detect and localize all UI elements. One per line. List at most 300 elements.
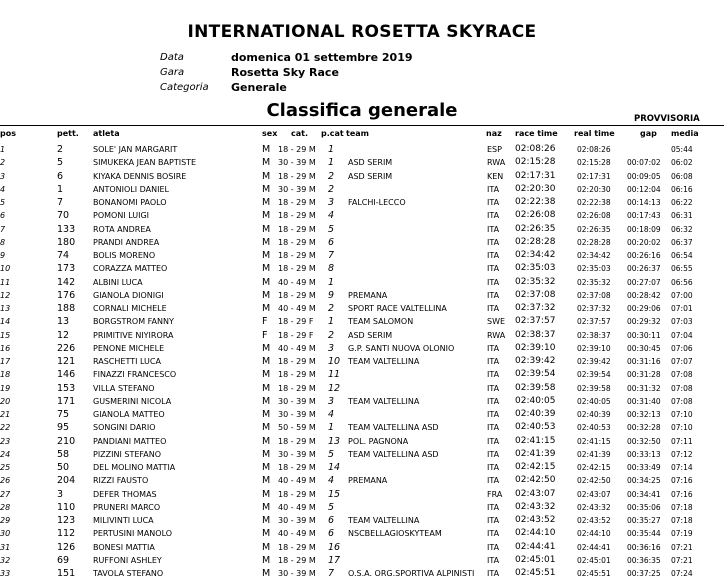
cell-cat: 18 - 29 M (278, 224, 316, 234)
cell-media: 06:55 (671, 264, 693, 274)
cell-athlete: DEL MOLINO MATTIA (93, 463, 176, 472)
cell-gap: 00:26:16 (627, 251, 661, 260)
cell-race-time: 02:35:32 (515, 276, 556, 287)
cell-naz: ITA (487, 502, 500, 512)
cell-real-time: 02:44:41 (577, 542, 611, 552)
cell-pos: 22 (0, 423, 11, 433)
cell-real-time: 02:41:39 (577, 449, 611, 459)
cell-pcat: 1 (328, 144, 335, 155)
table-row (0, 196, 724, 209)
table-row (0, 183, 724, 196)
cell-naz: ITA (487, 555, 500, 565)
cell-pos: 13 (0, 304, 11, 313)
cell-real-time: 02:22:38 (577, 198, 611, 207)
cell-cat: 18 - 29 M (278, 436, 316, 446)
cell-cat: 18 - 29 M (278, 370, 316, 380)
cell-race-time: 02:22:38 (515, 197, 556, 207)
header-media: media (671, 129, 699, 138)
cell-athlete: SONGINI DARIO (93, 423, 156, 433)
cell-bib: 171 (57, 395, 76, 407)
cell-sex: M (262, 289, 271, 301)
meta-value: Generale (231, 81, 287, 94)
table-row (0, 355, 724, 368)
cell-pcat: 16 (328, 541, 341, 553)
table-row (0, 276, 724, 289)
cell-media: 07:21 (671, 542, 693, 552)
cell-pos: 19 (0, 383, 11, 393)
cell-bib: 13 (57, 316, 70, 328)
cell-pcat: 3 (328, 395, 335, 407)
cell-race-time: 02:45:01 (515, 554, 556, 565)
cell-athlete: CORNALI MICHELE (93, 304, 167, 313)
cell-media: 07:11 (671, 436, 693, 446)
header-pos: pos (0, 129, 16, 138)
cell-athlete: SOLE' JAN MARGARIT (93, 145, 178, 154)
cell-real-time: 02:45:01 (577, 555, 611, 565)
cell-sex: M (262, 541, 271, 553)
cell-pcat: 2 (328, 183, 335, 195)
cell-sex: M (262, 475, 271, 487)
cell-sex: M (262, 515, 271, 526)
cell-cat: 18 - 29 M (278, 290, 316, 300)
cell-pos: 29 (0, 516, 11, 525)
cell-media: 07:10 (671, 423, 693, 433)
cell-gap: 00:33:13 (627, 449, 661, 459)
cell-sex: M (262, 197, 271, 208)
cell-gap: 00:31:16 (627, 357, 661, 366)
cell-team: G.P. SANTI NUOVA OLONIO (348, 343, 455, 353)
cell-media: 07:08 (671, 383, 693, 393)
cell-athlete: RASCHETTI LUCA (93, 357, 161, 366)
cell-athlete: PERTUSINI MANOLO (93, 529, 173, 539)
header-naz: naz (486, 129, 502, 138)
table-row (0, 156, 724, 169)
cell-pcat: 5 (328, 223, 335, 235)
cell-gap: 00:33:49 (627, 463, 661, 472)
meta-row-race (160, 65, 413, 80)
table-row (0, 448, 724, 461)
cell-athlete: ALBINI LUCA (93, 277, 143, 287)
cell-bib: 121 (57, 356, 76, 367)
cell-real-time: 02:37:57 (577, 317, 611, 327)
cell-naz: ITA (487, 198, 500, 207)
cell-athlete: GIANOLA DIONIGI (93, 290, 164, 300)
table-row (0, 368, 724, 381)
cell-athlete: BONESI MATTIA (93, 542, 155, 552)
cell-bib: 204 (57, 475, 76, 487)
cell-bib: 70 (57, 210, 70, 222)
meta-key: Data (160, 52, 184, 63)
cell-naz: RWA (487, 330, 506, 340)
cell-sex: M (262, 435, 271, 447)
cell-athlete: DEFER THOMAS (93, 489, 157, 499)
cell-team: ASD SERIM (348, 171, 393, 181)
cell-race-time: 02:17:31 (515, 170, 556, 181)
cell-pcat: 6 (328, 236, 335, 248)
meta-value: domenica 01 settembre 2019 (231, 51, 413, 64)
cell-race-time: 02:41:15 (515, 435, 556, 446)
cell-gap: 00:14:13 (627, 198, 661, 207)
cell-cat: 30 - 39 M (278, 184, 316, 194)
cell-pos: 24 (0, 449, 11, 459)
cell-athlete: PRUNERI MARCO (93, 502, 161, 512)
cell-race-time: 02:28:28 (515, 236, 556, 247)
table-row (0, 554, 724, 567)
cell-bib: 50 (57, 462, 70, 473)
cell-pcat: 11 (328, 369, 341, 381)
cell-cat: 18 - 29 F (278, 317, 314, 327)
cell-pos: 15 (0, 330, 11, 340)
cell-media: 07:21 (671, 555, 693, 565)
header-athlete: atleta (93, 129, 120, 138)
cell-athlete: TAVOLA STEFANO (93, 569, 164, 578)
cell-naz: ITA (487, 251, 500, 260)
cell-media: 07:06 (671, 343, 693, 353)
cell-pos: 6 (0, 211, 6, 221)
cell-race-time: 02:39:42 (515, 356, 556, 366)
cell-naz: ITA (487, 290, 500, 300)
cell-media: 06:37 (671, 237, 693, 247)
cell-pcat: 5 (328, 448, 335, 460)
cell-cat: 18 - 29 M (278, 555, 316, 565)
cell-gap: 00:29:32 (627, 317, 661, 327)
cell-athlete: BONANOMI PAOLO (93, 198, 167, 207)
cell-bib: 6 (57, 170, 64, 182)
cell-team: TEAM VALTELLINA ASD (348, 449, 439, 459)
cell-gap: 00:30:11 (627, 330, 661, 340)
cell-naz: ITA (487, 264, 500, 274)
cell-athlete: PENONE MICHELE (93, 343, 165, 353)
cell-naz: ESP (487, 145, 502, 154)
cell-naz: SWE (487, 317, 506, 327)
cell-team: ASD SERIM (348, 330, 393, 340)
cell-pcat: 8 (328, 263, 335, 275)
cell-pcat: 4 (328, 210, 335, 222)
cell-sex: M (262, 356, 271, 367)
cell-athlete: GIANOLA MATTEO (93, 410, 165, 419)
cell-real-time: 02:44:10 (577, 529, 611, 539)
cell-media: 07:08 (671, 370, 693, 380)
cell-sex: M (262, 236, 271, 248)
cell-naz: ITA (487, 370, 500, 380)
table-row (0, 342, 724, 355)
cell-pos: 5 (0, 198, 6, 207)
cell-race-time: 02:41:39 (515, 448, 556, 459)
cell-real-time: 02:17:31 (577, 171, 611, 181)
cell-gap: 00:07:02 (627, 158, 661, 168)
cell-race-time: 02:45:51 (515, 568, 556, 578)
table-header (0, 129, 724, 141)
cell-media: 07:07 (671, 357, 693, 366)
cell-pcat: 5 (328, 501, 335, 513)
cell-gap: 00:32:28 (627, 423, 661, 433)
meta-key: Gara (160, 67, 185, 78)
cell-real-time: 02:26:35 (577, 224, 611, 234)
cell-pcat: 2 (328, 329, 335, 341)
cell-pos: 11 (0, 277, 11, 287)
cell-athlete: POMONI LUIGI (93, 211, 150, 221)
cell-real-time: 02:39:10 (577, 343, 611, 353)
table-row (0, 514, 724, 527)
cell-athlete: PIZZINI STEFANO (93, 449, 162, 459)
header-bib: pett. (57, 129, 79, 138)
cell-sex: M (262, 488, 271, 500)
cell-pcat: 1 (328, 316, 335, 328)
cell-naz: ITA (487, 516, 500, 525)
cell-pcat: 10 (328, 356, 341, 367)
header-real-time: real time (574, 129, 615, 138)
cell-pos: 7 (0, 224, 6, 234)
cell-cat: 40 - 49 M (278, 476, 316, 486)
cell-media: 06:08 (671, 171, 693, 181)
cell-naz: ITA (487, 529, 500, 539)
cell-pos: 27 (0, 489, 11, 499)
cell-athlete: BOLIS MORENO (93, 251, 156, 260)
cell-sex: M (262, 369, 271, 381)
cell-gap: 00:31:40 (627, 396, 661, 406)
meta-key: Categoria (160, 82, 209, 93)
cell-athlete: SIMUKEKA JEAN BAPTISTE (93, 158, 197, 168)
cell-sex: M (262, 501, 271, 513)
meta-value: Rosetta Sky Race (231, 66, 339, 79)
cell-media: 07:14 (671, 463, 693, 472)
cell-pos: 20 (0, 396, 11, 406)
cell-pos: 23 (0, 436, 11, 446)
cell-bib: 58 (57, 448, 70, 460)
cell-media: 07:03 (671, 317, 693, 327)
table-row (0, 527, 724, 540)
table-row (0, 170, 724, 183)
cell-cat: 18 - 29 M (278, 357, 316, 366)
cell-gap: 00:29:06 (627, 304, 661, 313)
cell-media: 06:31 (671, 211, 693, 221)
cell-athlete: RIZZI FAUSTO (93, 476, 149, 486)
cell-cat: 18 - 29 M (278, 542, 316, 552)
cell-pcat: 4 (328, 475, 335, 487)
cell-cat: 18 - 29 M (278, 211, 316, 221)
cell-media: 07:16 (671, 489, 693, 499)
cell-sex: M (262, 422, 271, 434)
cell-race-time: 02:20:30 (515, 183, 556, 194)
table-row (0, 461, 724, 474)
table-row (0, 143, 724, 156)
cell-athlete: MILIVINTI LUCA (93, 516, 154, 525)
cell-naz: ITA (487, 304, 500, 313)
cell-cat: 30 - 39 M (278, 569, 316, 578)
cell-media: 06:56 (671, 277, 693, 287)
cell-pcat: 12 (328, 382, 341, 394)
cell-team: NSCBELLAGIOSKYTEAM (348, 529, 442, 539)
cell-pcat: 7 (328, 250, 335, 261)
cell-pcat: 1 (328, 157, 335, 169)
cell-race-time: 02:40:05 (515, 395, 556, 406)
cell-naz: ITA (487, 357, 500, 366)
cell-real-time: 02:08:26 (577, 145, 611, 154)
cell-athlete: PRANDI ANDREA (93, 237, 160, 247)
cell-real-time: 02:41:15 (577, 436, 611, 446)
cell-real-time: 02:35:32 (577, 277, 611, 287)
cell-pcat: 1 (328, 422, 335, 434)
cell-race-time: 02:15:28 (515, 157, 556, 168)
status-label: PROVVISORIA (634, 114, 700, 124)
table-row (0, 501, 724, 514)
cell-sex: M (262, 157, 271, 169)
cell-cat: 18 - 29 M (278, 145, 316, 154)
document-title: INTERNATIONAL ROSETTA SKYRACE (187, 22, 537, 42)
cell-real-time: 02:39:58 (577, 383, 611, 393)
cell-pos: 12 (0, 290, 11, 300)
cell-race-time: 02:40:39 (515, 409, 556, 419)
cell-race-time: 02:43:32 (515, 501, 556, 512)
cell-naz: ITA (487, 436, 500, 446)
cell-cat: 40 - 49 M (278, 502, 316, 512)
cell-cat: 18 - 29 M (278, 264, 316, 274)
cell-naz: ITA (487, 383, 500, 393)
cell-race-time: 02:37:08 (515, 289, 556, 300)
table-row (0, 315, 724, 328)
cell-team: TEAM SALOMON (348, 317, 414, 327)
cell-media: 06:22 (671, 198, 693, 207)
cell-naz: ITA (487, 542, 500, 552)
cell-athlete: ANTONIOLI DANIEL (93, 184, 169, 194)
cell-naz: ITA (487, 569, 500, 578)
cell-real-time: 02:15:28 (577, 158, 611, 168)
cell-real-time: 02:20:30 (577, 184, 611, 194)
cell-real-time: 02:26:08 (577, 211, 611, 221)
cell-gap: 00:37:25 (627, 569, 661, 578)
cell-bib: 2 (57, 144, 64, 155)
cell-sex: M (262, 144, 271, 155)
cell-gap: 00:12:04 (627, 184, 661, 194)
cell-pos: 32 (0, 555, 11, 565)
cell-race-time: 02:39:54 (515, 369, 556, 380)
cell-real-time: 02:45:51 (577, 569, 611, 578)
cell-cat: 40 - 49 M (278, 529, 316, 539)
cell-cat: 30 - 39 M (278, 158, 316, 168)
cell-team: PREMANA (348, 290, 388, 300)
table-row (0, 329, 724, 342)
cell-bib: 226 (57, 342, 76, 354)
cell-sex: F (262, 329, 268, 341)
meta-row-category (160, 80, 413, 95)
cell-athlete: FINAZZI FRANCESCO (93, 370, 177, 380)
cell-cat: 40 - 49 M (278, 304, 316, 313)
cell-pcat: 14 (328, 462, 341, 473)
table-row (0, 541, 724, 554)
cell-real-time: 02:43:07 (577, 489, 611, 499)
cell-real-time: 02:42:50 (577, 476, 611, 486)
cell-real-time: 02:35:03 (577, 264, 611, 274)
cell-athlete: KIYAKA DENNIS BOSIRE (93, 171, 187, 181)
table-row (0, 408, 724, 421)
cell-cat: 18 - 29 M (278, 463, 316, 472)
cell-pcat: 2 (328, 303, 335, 314)
cell-naz: ITA (487, 237, 500, 247)
cell-gap: 00:31:32 (627, 383, 661, 393)
cell-gap: 00:09:05 (627, 171, 661, 181)
cell-team: TEAM VALTELLINA ASD (348, 423, 439, 433)
cell-bib: 188 (57, 303, 76, 314)
cell-real-time: 02:34:42 (577, 251, 611, 260)
cell-race-time: 02:44:10 (515, 528, 556, 539)
cell-race-time: 02:42:50 (515, 475, 556, 486)
cell-pcat: 6 (328, 515, 335, 526)
cell-sex: M (262, 170, 271, 182)
cell-gap: 00:20:02 (627, 237, 661, 247)
cell-team: SPORT RACE VALTELLINA (348, 304, 447, 313)
cell-sex: M (262, 223, 271, 235)
table-row (0, 474, 724, 487)
cell-sex: M (262, 342, 271, 354)
cell-bib: 1 (57, 183, 64, 195)
cell-pcat: 3 (328, 342, 335, 354)
cell-sex: F (262, 316, 268, 328)
cell-race-time: 02:37:57 (515, 316, 556, 327)
cell-gap: 00:26:37 (627, 264, 661, 274)
cell-race-time: 02:43:07 (515, 488, 556, 499)
table-row (0, 289, 724, 302)
cell-gap: 00:35:27 (627, 516, 661, 525)
cell-media: 06:16 (671, 184, 693, 194)
cell-pcat: 3 (328, 197, 335, 208)
cell-race-time: 02:40:53 (515, 422, 556, 433)
header-cat: cat. (291, 129, 309, 138)
cell-gap: 00:35:44 (627, 529, 661, 539)
cell-real-time: 02:40:05 (577, 396, 611, 406)
cell-pos: 4 (0, 184, 6, 194)
cell-bib: 95 (57, 422, 70, 434)
header-gap: gap (640, 129, 657, 138)
cell-cat: 40 - 49 M (278, 277, 316, 287)
cell-bib: 12 (57, 329, 70, 341)
cell-sex: M (262, 276, 271, 288)
cell-team: ASD SERIM (348, 158, 393, 168)
cell-real-time: 02:43:52 (577, 516, 611, 525)
cell-race-time: 02:37:32 (515, 303, 556, 313)
cell-cat: 18 - 29 M (278, 383, 316, 393)
cell-team: TEAM VALTELLINA (348, 357, 420, 366)
cell-pos: 26 (0, 476, 11, 486)
table-row (0, 435, 724, 448)
cell-gap: 00:34:25 (627, 476, 661, 486)
cell-cat: 18 - 29 M (278, 198, 316, 207)
cell-real-time: 02:43:32 (577, 502, 611, 512)
table-row (0, 262, 724, 275)
cell-bib: 173 (57, 263, 76, 275)
cell-pcat: 7 (328, 568, 335, 579)
cell-pcat: 4 (328, 409, 335, 420)
cell-race-time: 02:44:41 (515, 541, 556, 552)
cell-gap: 00:35:06 (627, 502, 661, 512)
cell-real-time: 02:39:54 (577, 370, 611, 380)
cell-cat: 18 - 29 M (278, 489, 316, 499)
cell-race-time: 02:35:03 (515, 263, 556, 274)
cell-naz: RWA (487, 158, 506, 168)
cell-athlete: PANDIANI MATTEO (93, 436, 167, 446)
cell-pos: 8 (0, 237, 6, 247)
cell-gap: 00:34:41 (627, 489, 661, 499)
cell-cat: 30 - 39 M (278, 449, 316, 459)
cell-naz: ITA (487, 476, 500, 486)
cell-athlete: PRIMITIVE NIYIRORA (93, 330, 174, 340)
cell-real-time: 02:40:39 (577, 410, 611, 419)
cell-bib: 7 (57, 197, 64, 208)
cell-pos: 14 (0, 317, 11, 327)
cell-race-time: 02:43:52 (515, 515, 556, 525)
cell-sex: M (262, 462, 271, 473)
table-row (0, 395, 724, 408)
cell-pos: 33 (0, 569, 11, 578)
